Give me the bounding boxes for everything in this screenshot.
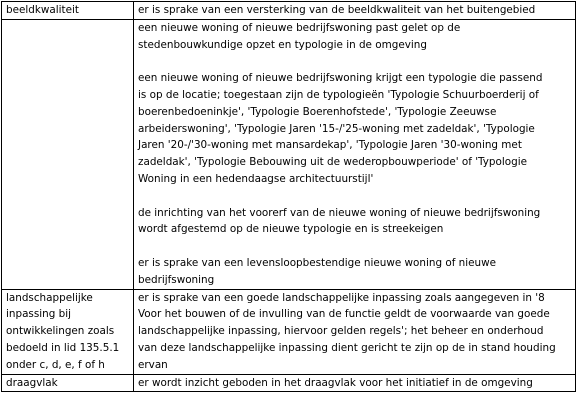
table-row — [2, 2, 576, 20]
row-label-line: inpassing bij — [6, 308, 72, 321]
row-label-line: draagvlak — [6, 376, 58, 389]
condition-paragraph — [138, 20, 571, 54]
condition-line: er is sprake van een goede landschappelijke inpassing zoals aangegeven in '8 — [138, 291, 545, 304]
condition-line: er is sprake van een levensloopbestendige nieuwe woning of nieuwe — [138, 256, 496, 269]
paragraph-gap — [138, 53, 571, 70]
row-label-cell — [2, 2, 134, 20]
paragraph-gap — [138, 238, 571, 255]
condition-paragraph — [138, 70, 571, 188]
table-row — [2, 19, 576, 289]
condition-line: is op de locatie; toegestaan zijn de typologieën 'Typologie Schuurboerderij of — [138, 88, 539, 101]
row-label-cell — [2, 19, 134, 289]
condition-line: wordt afgestemd op de nieuwe typologie en is streekeigen — [138, 223, 444, 236]
condition-line: er wordt inzicht geboden in het draagvlak voor het initiatief in de omgeving — [138, 376, 533, 389]
conditions-table — [1, 1, 576, 392]
condition-line: van deze landschappelijke inpassing dient gericht te zijn op de in stand houding — [138, 341, 556, 354]
row-condition-cell — [134, 2, 576, 20]
condition-line: een nieuwe woning of nieuwe bedrijfswoning past gelet op de — [138, 21, 461, 34]
row-label-line: onder c, d, e, f of h — [6, 358, 105, 371]
row-label-cell — [2, 374, 134, 392]
condition-paragraph — [138, 2, 571, 19]
row-label-line: bedoeld in lid 135.5.1 — [6, 341, 120, 354]
row-condition-cell — [134, 289, 576, 374]
row-label-line: ontwikkelingen zoals — [6, 325, 115, 338]
condition-line: arbeiderswoning', 'Typologie Jaren '15-/'25-woning met zadeldak', 'Typologie — [138, 122, 535, 135]
condition-line: er is sprake van een versterking van de beeldkwaliteit van het buitengebied — [138, 4, 536, 16]
condition-paragraph — [138, 290, 571, 374]
row-label-line: beeldkwaliteit — [6, 4, 79, 16]
condition-line: zadeldak', 'Typologie Bebouwing uit de wederopbouwperiode' of 'Typologie — [138, 156, 528, 169]
row-label-line: landschappelijke — [6, 291, 93, 304]
condition-line: stedenbouwkundige opzet en typologie in de omgeving — [138, 38, 427, 51]
condition-line: de inrichting van het voorerf van de nieuwe woning of nieuwe bedrijfswoning — [138, 206, 541, 219]
condition-line: Voor het bouwen of de invulling van de functie geldt de voorwaarde van goede — [138, 308, 550, 321]
condition-paragraph — [138, 205, 571, 239]
condition-line: ervan — [138, 358, 168, 371]
paragraph-gap — [138, 188, 571, 205]
row-label-cell — [2, 289, 134, 374]
condition-paragraph — [138, 255, 571, 289]
condition-line: landschappelijke inpassing, hiervoor gelden regels'; het beheer en onderhoud — [138, 325, 544, 338]
table-row — [2, 374, 576, 392]
table-row — [2, 289, 576, 374]
condition-line: Woning in een hedendaagse architectuurstijl' — [138, 172, 374, 185]
condition-line: bedrijfswoning — [138, 273, 215, 286]
condition-line: Jaren '20-/'30-woning met mansardekap', 'Typologie Jaren '30-woning met — [138, 139, 522, 152]
row-condition-cell — [134, 19, 576, 289]
conditions-table-body — [2, 2, 576, 392]
row-condition-cell — [134, 374, 576, 392]
condition-paragraph — [138, 375, 571, 392]
condition-line: een nieuwe woning of nieuwe bedrijfswoning krijgt een typologie die passend — [138, 72, 543, 85]
condition-line: boerenbedoeninkje', 'Typologie Boerenhofstede', 'Typologie Zeeuwse — [138, 105, 497, 118]
